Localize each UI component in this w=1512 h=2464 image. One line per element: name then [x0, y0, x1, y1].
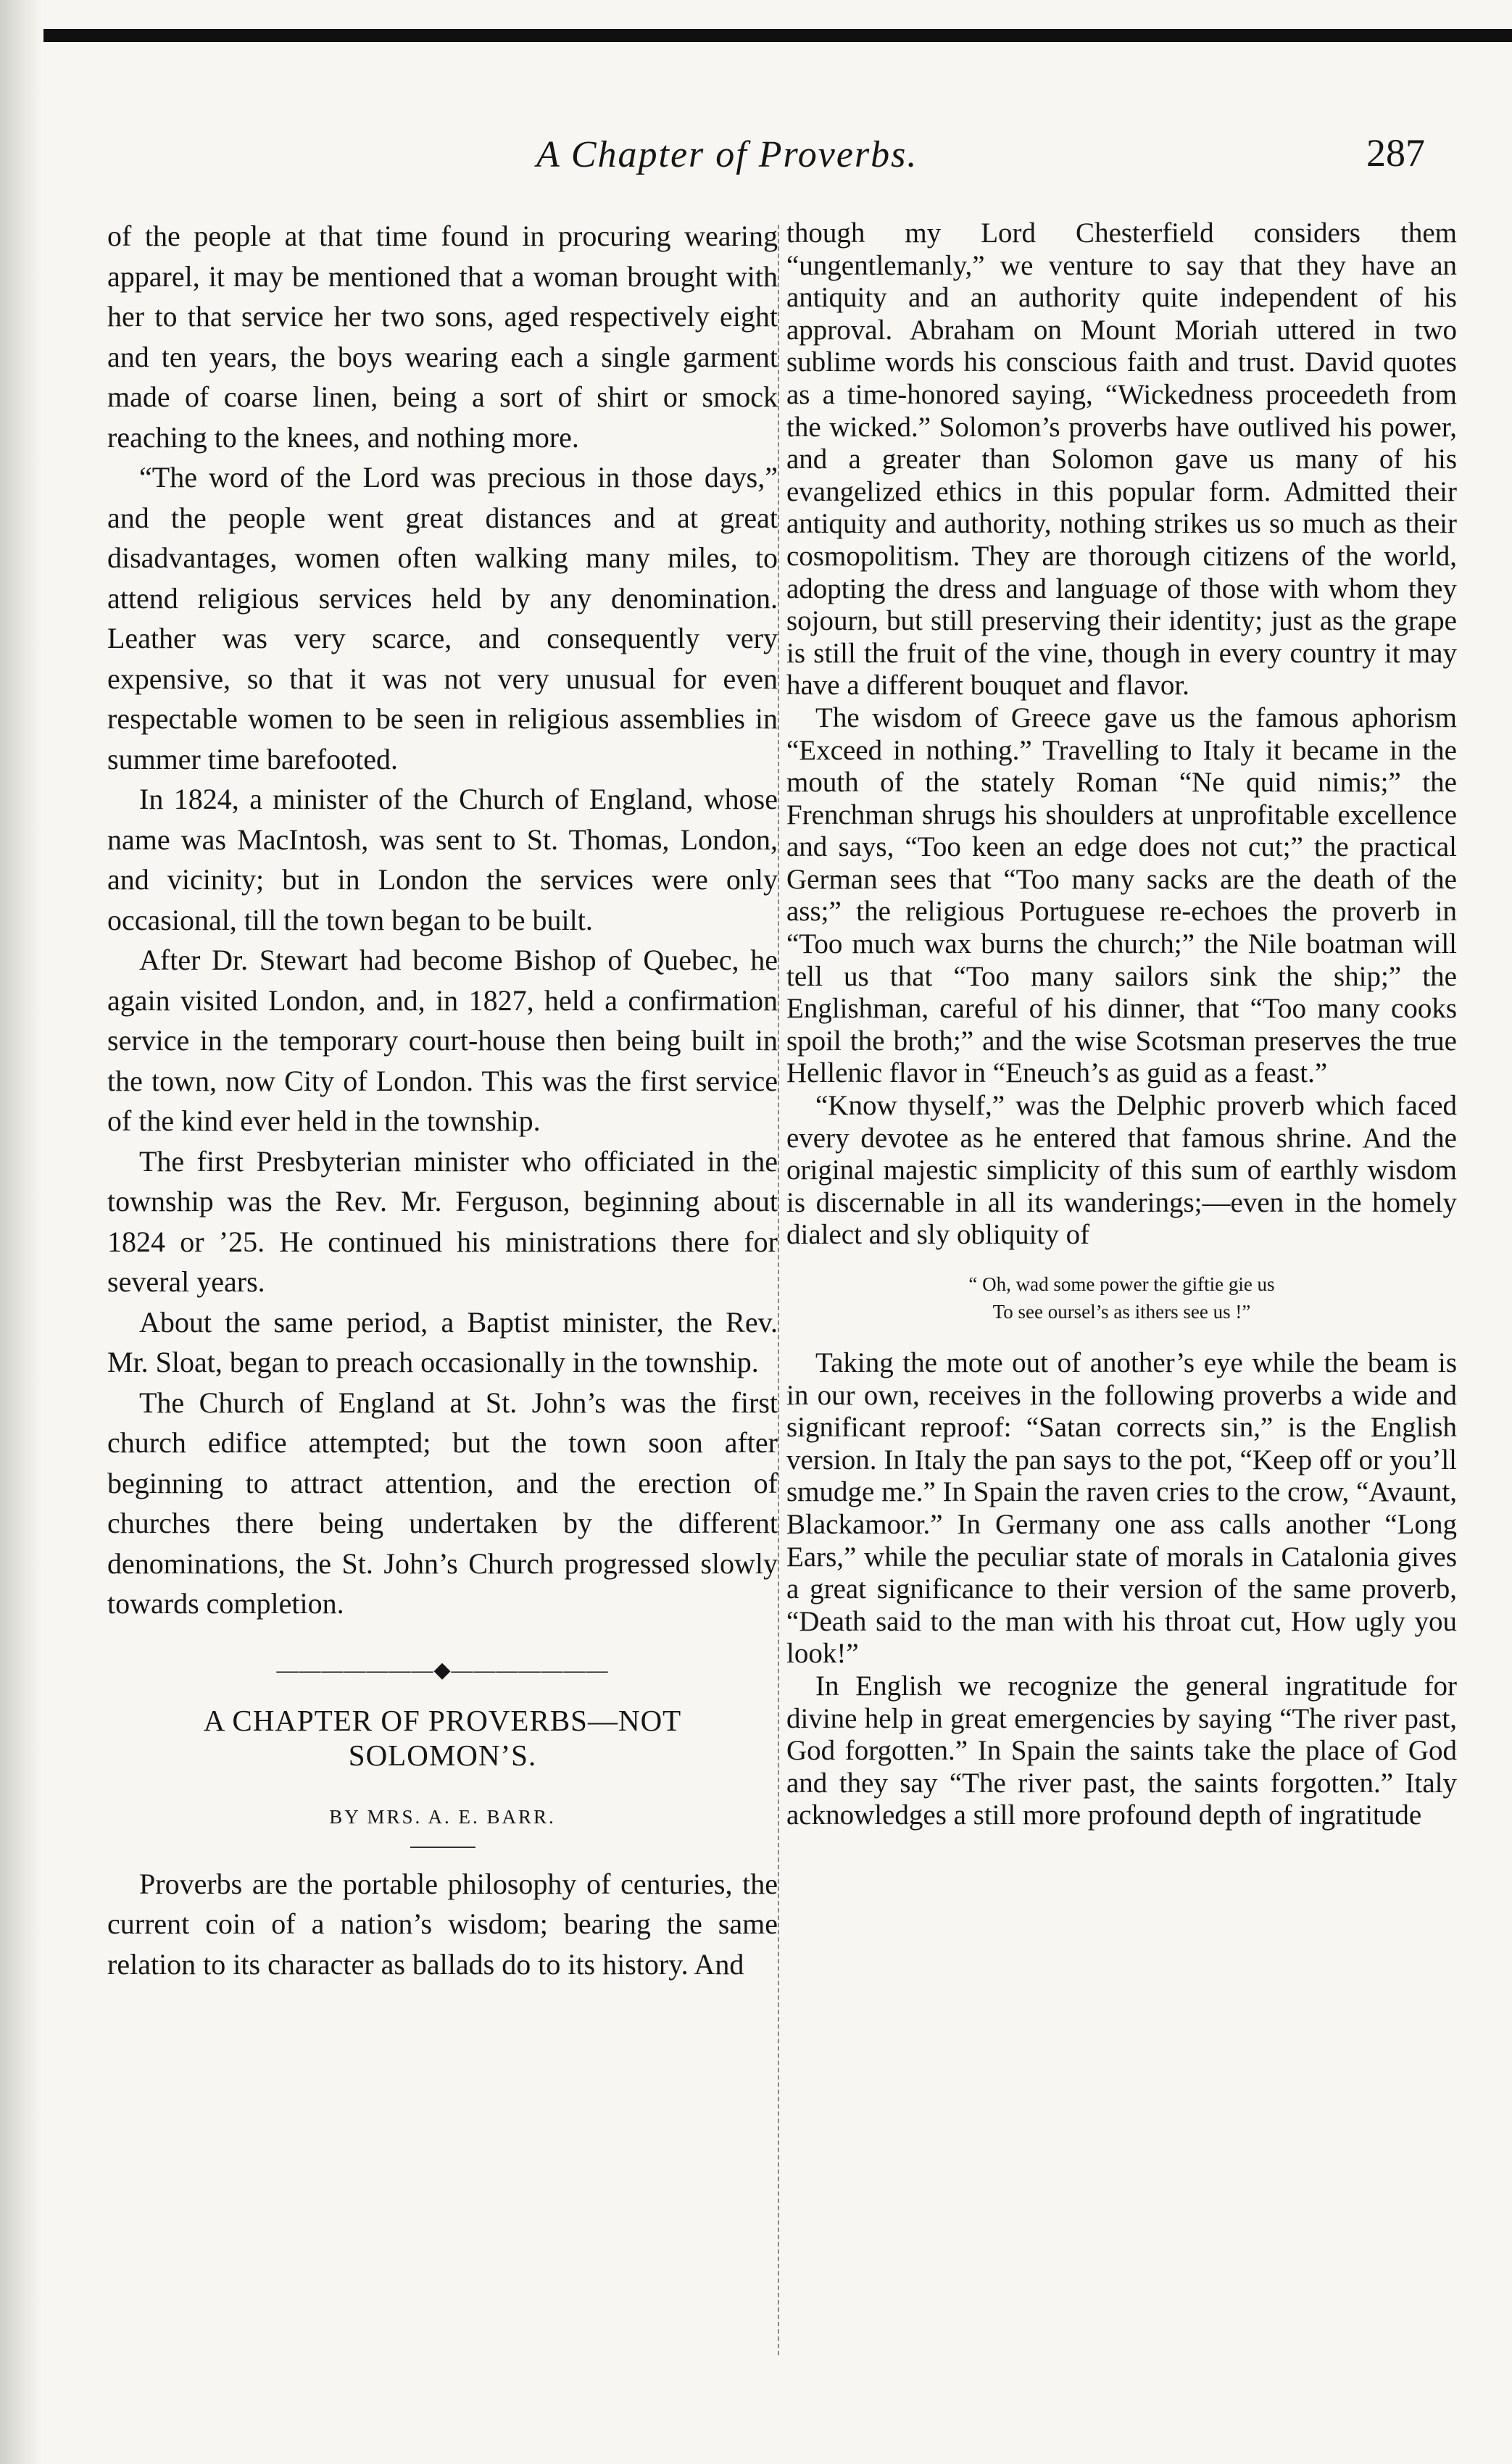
paragraph: In 1824, a minister of the Church of England, whose name was MacIntosh, was sent to St. Thomas, London, and vicinity; but in London the services were only occasional, till the town began to be built. [107, 783, 778, 936]
quoted-verse [786, 1270, 1457, 1325]
column-divider [778, 225, 779, 2355]
section-ornament: ———————◆——————— [276, 1657, 609, 1682]
paragraph: of the people at that time found in procuring wearing apparel, it may be mentioned that a woman brought with her to that service her two sons, aged respectively eight and ten years, the boys wearing each a single garment made of coarse linen, being a sort of shirt or smock reaching to the knees, and nothing more. [107, 220, 778, 454]
page-number: 287 [1366, 131, 1425, 175]
paragraph: though my Lord Chesterfield considers them “ungentlemanly,” we venture to say that they have an antiquity and an authority quite independent of his approval. Abraham on Mount Moriah uttered in two sublime words his conscious faith and trust. David quotes as a time-honored saying, “Wickedness proceedeth from the wicked.” Solomon’s proverbs have outlived his power, and a greater than Solomon gave us many of his evangelized ethics in this popular form. Admitted their antiquity and authority, nothing strikes us so much as their cosmopolitism. They are thorough citizens of the world, adopting the dress and language of those with whom they sojourn, but still preserving their identity; just as the grape is still the fruit of the vine, though in every country it may have a different bouquet and flavor. [786, 217, 1457, 702]
paragraph: “The word of the Lord was precious in those days,” and the people went great distances and at great disadvantages, women often walking many miles, to attend religious services held by any denomination. Leather was very scarce, and consequently very expensive, so that it was not very unusual for even respectable women to be seen in religious assemblies in summer time barefooted. [107, 461, 778, 775]
article-opening-paragraph: Proverbs are the portable philosophy of centuries, the current coin of a nation’s wisdom; bearing the same relation to its character as ballads do to its history. And [107, 1867, 778, 1981]
paragraph: The wisdom of Greece gave us the famous aphorism “Exceed in nothing.” Travelling to Italy it became in the mouth of the stately Roman “Ne quid nimis;” the Frenchman shrugs his shoulders at unprofitable excellence and says, “Too keen an edge does not cut;” the practical German sees that “Too many sacks are the death of the ass;” the religious Portuguese re-echoes the proverb in “Too much wax burns the church;” the Nile boatman will tell us that “Too many sailors sink the ship;” the Englishman, careful of his dinner, that “Too many cooks spoil the broth;” and the wise Scotsman preserves the true Hellenic flavor in “Eneuch’s as guid as a feast.” [786, 702, 1457, 1089]
byline-rule [410, 1847, 475, 1848]
top-border-rule [43, 29, 1512, 42]
left-column [107, 216, 778, 1984]
running-header [0, 130, 1512, 188]
paragraph: In English we recognize the general ingratitude for divine help in great emergencies by saying “The river past, God forgotten.” In Spain the saints take the place of God and they say “The river past, the saints forgotten.” Italy acknowledges a still more profound depth of ingratitude [786, 1670, 1457, 1831]
paragraph: About the same period, a Baptist minister, the Rev. Mr. Sloat, began to preach occasionally in the township. [107, 1305, 778, 1378]
paragraph: The Church of England at St. John’s was the first church edifice attempted; but the town soon after beginning to attract attention, and the erection of churches there being undertaken by the different denominations, the St. John’s Church progressed slowly towards completion. [107, 1386, 778, 1620]
article-title: A CHAPTER OF PROVERBS—NOT SOLOMON’S. [203, 1704, 682, 1772]
paragraph: Taking the mote out of another’s eye while the beam is in our own, receives in the following proverbs a wide and significant reproof: “Satan corrects sin,” is the English version. In Italy the pan says to the pot, “Keep off or you’ll smudge me.” In Spain the raven cries to the crow, “Avaunt, Blackamoor.” In Germany one ass calls another “Long Ears,” while the peculiar state of morals in Catalonia gives a great significance to their version of the same proverb, “Death said to the man with his throat cut, How ugly you look!” [786, 1347, 1457, 1670]
paragraph: “Know thyself,” was the Delphic proverb which faced every devotee as he entered that famous shrine. And the original majestic simplicity of this sum of earthly wisdom is discernable in all its wanderings;—even in the homely dialect and sly obliquity of [786, 1090, 1457, 1251]
right-column [786, 217, 1457, 1832]
verse-line: To see oursel’s as ithers see us !” [992, 1301, 1251, 1323]
verse-line: “ Oh, wad some power the giftie gie us [968, 1273, 1275, 1295]
paragraph: The first Presbyterian minister who officiated in the township was the Rev. Mr. Ferguson, beginning about 1824 or ’25. He continued his ministrations there for several years. [107, 1144, 778, 1298]
running-title: A Chapter of Proverbs. [536, 134, 918, 175]
page-gutter-shadow [0, 0, 42, 2464]
article-byline: BY MRS. A. E. BARR. [329, 1806, 556, 1828]
paragraph: After Dr. Stewart had become Bishop of Quebec, he again visited London, and, in 1827, held a confirmation service in the temporary court-house then being built in the town, now City of London. This was the first service of the kind ever held in the township. [107, 944, 778, 1137]
